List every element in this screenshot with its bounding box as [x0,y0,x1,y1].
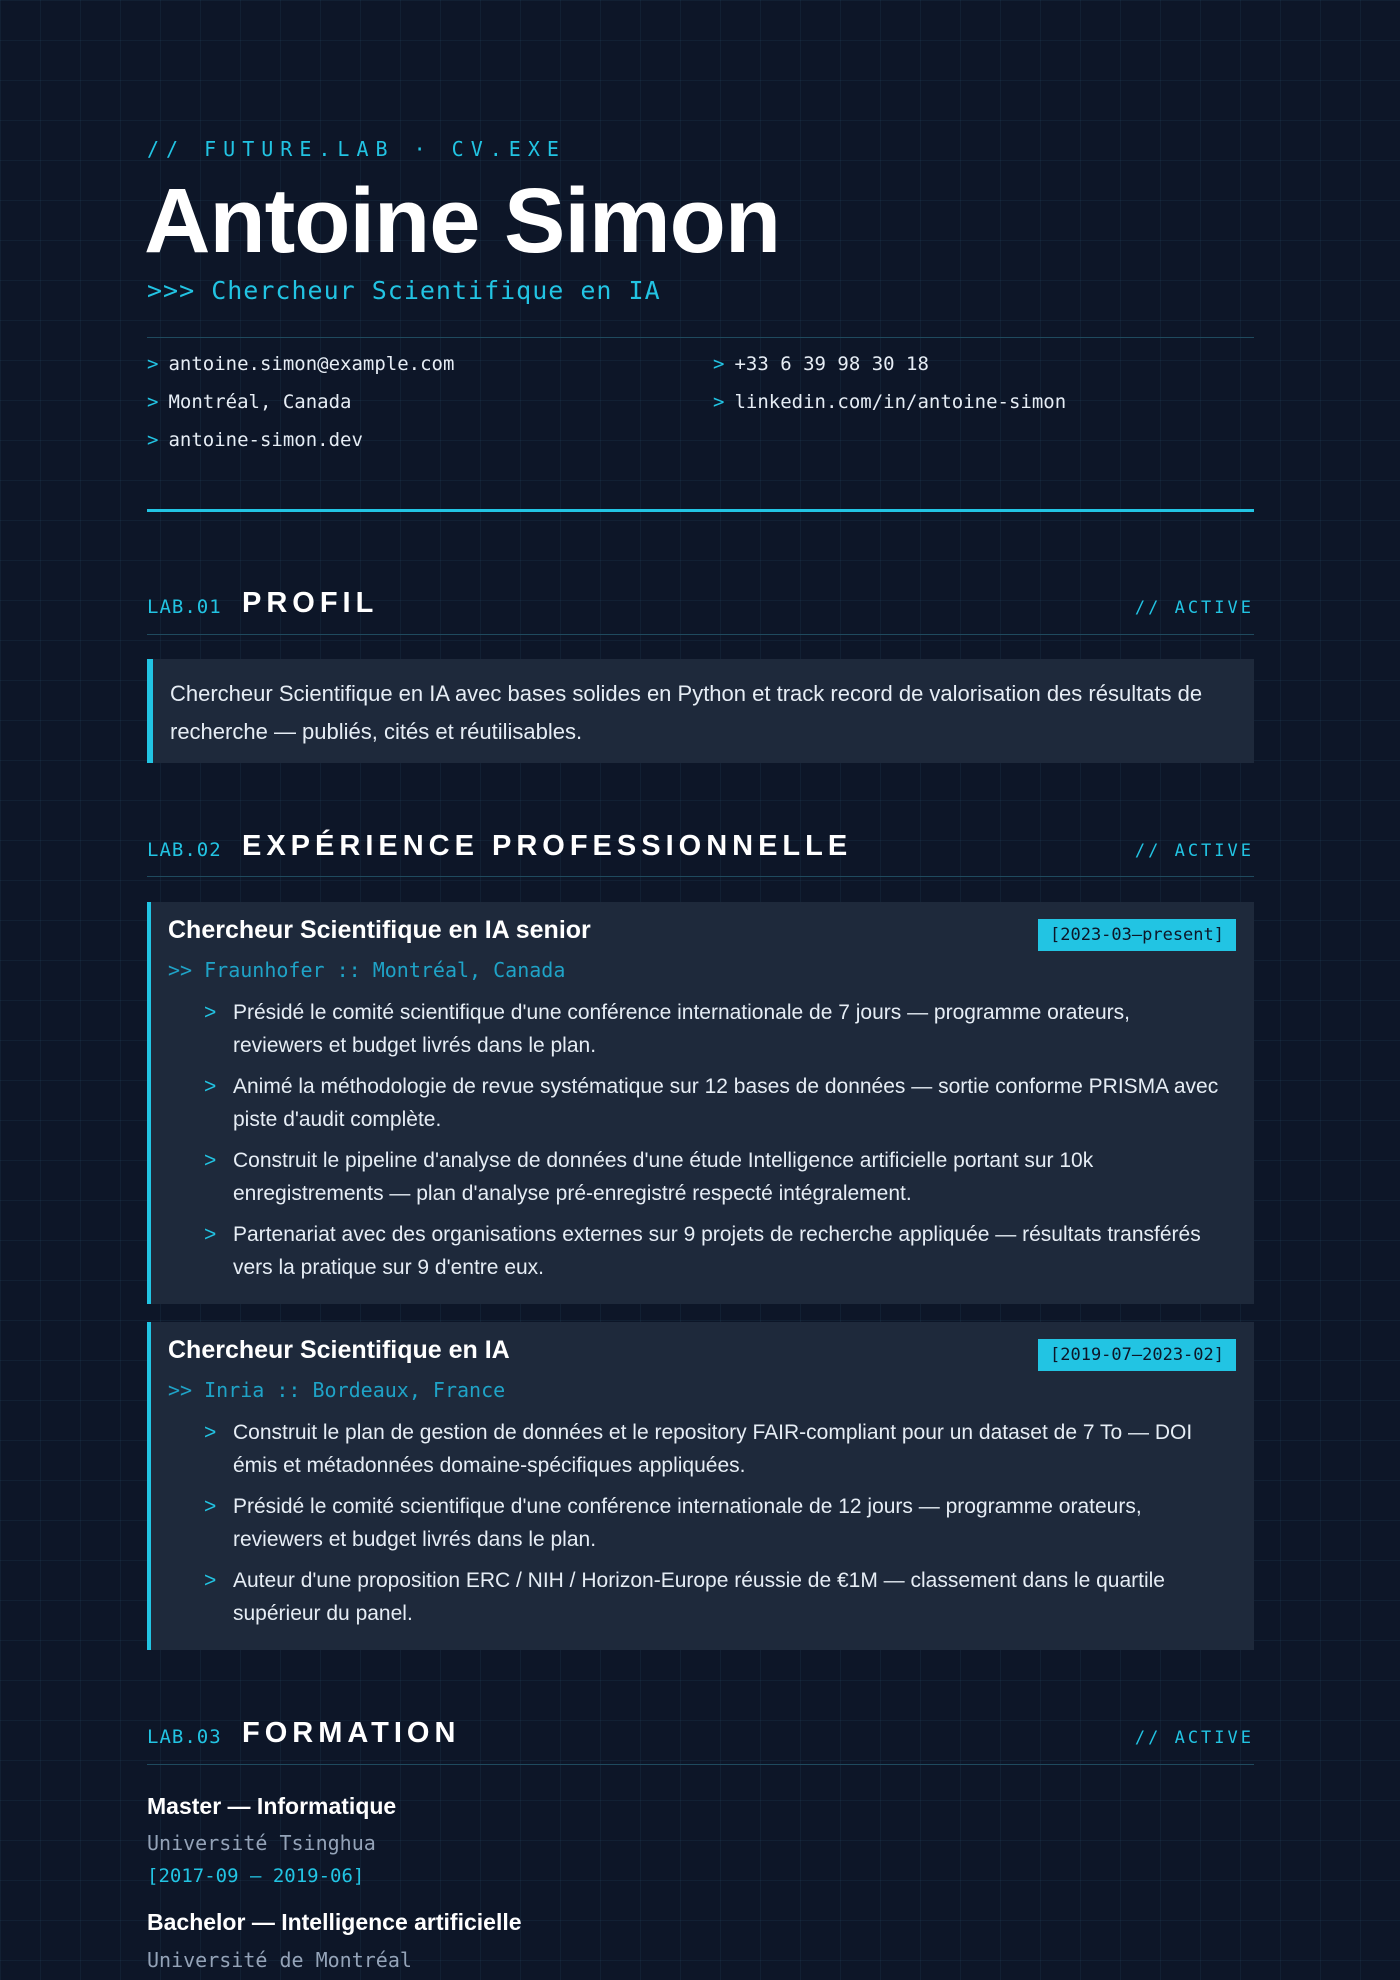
contact-location [147,391,351,413]
bullet-chevron-icon: > [204,1075,217,1098]
prompt-marker: > [147,353,159,375]
section-divider [147,876,1254,877]
contact-linkedin-text: linkedin.com/in/antoine-simon [734,391,1067,413]
education-school: Université Tsinghua [147,1831,376,1855]
section-header-profile [147,580,1254,620]
section-number: LAB.01 [147,596,222,618]
job-bullets [204,996,1224,1292]
header-divider [147,337,1254,338]
contact-phone[interactable] [713,353,929,375]
candidate-role: >>> Chercheur Scientifique en IA [147,276,661,305]
section-title: FORMATION [242,1717,461,1749]
section-title: EXPÉRIENCE PROFESSIONNELLE [242,830,853,862]
education-degree: Bachelor — Intelligence artificielle [147,1909,522,1935]
job-entry [147,1322,1254,1650]
bullet-chevron-icon: > [204,1223,217,1246]
job-bullet [204,996,1224,1062]
bullet-chevron-icon: > [204,1421,217,1444]
education-date: [2017-09 – 2019-06] [147,1865,365,1887]
section-header-education [147,1710,1254,1750]
header-accent-rule [147,509,1254,512]
job-organization: >> Fraunhofer :: Montréal, Canada [168,958,566,982]
header-eyebrow: // FUTURE.LAB · CV.EXE [147,137,566,161]
education-degree: Master — Informatique [147,1793,397,1819]
bullet-text: Partenariat avec des organisations externes sur 9 projets de recherche appliquée — résultats transférés vers la pratique sur 9 d'entre eux. [233,1223,1201,1279]
job-bullet [204,1416,1224,1482]
section-divider [147,1764,1254,1765]
candidate-name: Antoine Simon [144,170,781,272]
job-date-badge: [2023-03—present] [1038,919,1236,951]
bullet-text: Construit le plan de gestion de données et le repository FAIR-compliant pour un dataset de 7 To — DOI émis et métadonnées domaine-spécifiques appliquées. [233,1421,1193,1477]
prompt-marker: > [147,391,159,413]
section-status: // ACTIVE [1134,841,1254,861]
section-title: PROFIL [242,587,379,619]
bullet-text: Présidé le comité scientifique d'une conférence internationale de 7 jours — programme orateurs, reviewers et budget livrés dans le plan. [233,1001,1130,1057]
job-bullet [204,1490,1224,1556]
contact-phone-text: +33 6 39 98 30 18 [734,353,929,375]
contact-email-text: antoine.simon@example.com [168,353,455,375]
job-bullet [204,1144,1224,1210]
section-divider [147,634,1254,635]
bullet-text: Construit le pipeline d'analyse de données d'une étude Intelligence artificielle portant sur 10k enregistrements — plan d'analyse pré-enregistré respecté intégralement. [233,1149,1094,1205]
section-status: // ACTIVE [1134,598,1254,618]
section-status: // ACTIVE [1134,1728,1254,1748]
job-date-badge: [2019-07—2023-02] [1038,1339,1236,1371]
bullet-chevron-icon: > [204,1001,217,1024]
section-header-experience [147,823,1254,863]
bullet-text: Auteur d'une proposition ERC / NIH / Horizon-Europe réussie de €1M — classement dans le quartile supérieur du panel. [233,1569,1165,1625]
job-bullet [204,1070,1224,1136]
contact-website-text: antoine-simon.dev [168,429,363,451]
prompt-marker: > [147,429,159,451]
job-entry [147,902,1254,1304]
bullet-chevron-icon: > [204,1569,217,1592]
job-title: Chercheur Scientifique en IA senior [168,916,591,944]
bullet-chevron-icon: > [204,1495,217,1518]
contact-email[interactable] [147,353,454,375]
prompt-marker: > [713,391,725,413]
profile-summary: Chercheur Scientifique en IA avec bases solides en Python et track record de valorisation des résultats de recherche — publiés, cités et réutilisables. [147,659,1254,763]
job-organization: >> Inria :: Bordeaux, France [168,1378,506,1402]
contact-linkedin[interactable] [713,391,1066,413]
prompt-marker: > [713,353,725,375]
bullet-text: Animé la méthodologie de revue systématique sur 12 bases de données — sortie conforme PRISMA avec piste d'audit complète. [233,1075,1219,1131]
bullet-chevron-icon: > [204,1149,217,1172]
section-number: LAB.02 [147,839,222,861]
job-bullet [204,1564,1224,1630]
education-school: Université de Montréal [147,1948,412,1972]
contact-website[interactable] [147,429,363,451]
bullet-text: Présidé le comité scientifique d'une conférence internationale de 12 jours — programme orateurs, reviewers et budget livrés dans le plan. [233,1495,1142,1551]
contact-location-text: Montréal, Canada [168,391,352,413]
section-number: LAB.03 [147,1726,222,1748]
job-title: Chercheur Scientifique en IA [168,1336,510,1364]
job-bullets [204,1416,1224,1638]
job-bullet [204,1218,1224,1284]
